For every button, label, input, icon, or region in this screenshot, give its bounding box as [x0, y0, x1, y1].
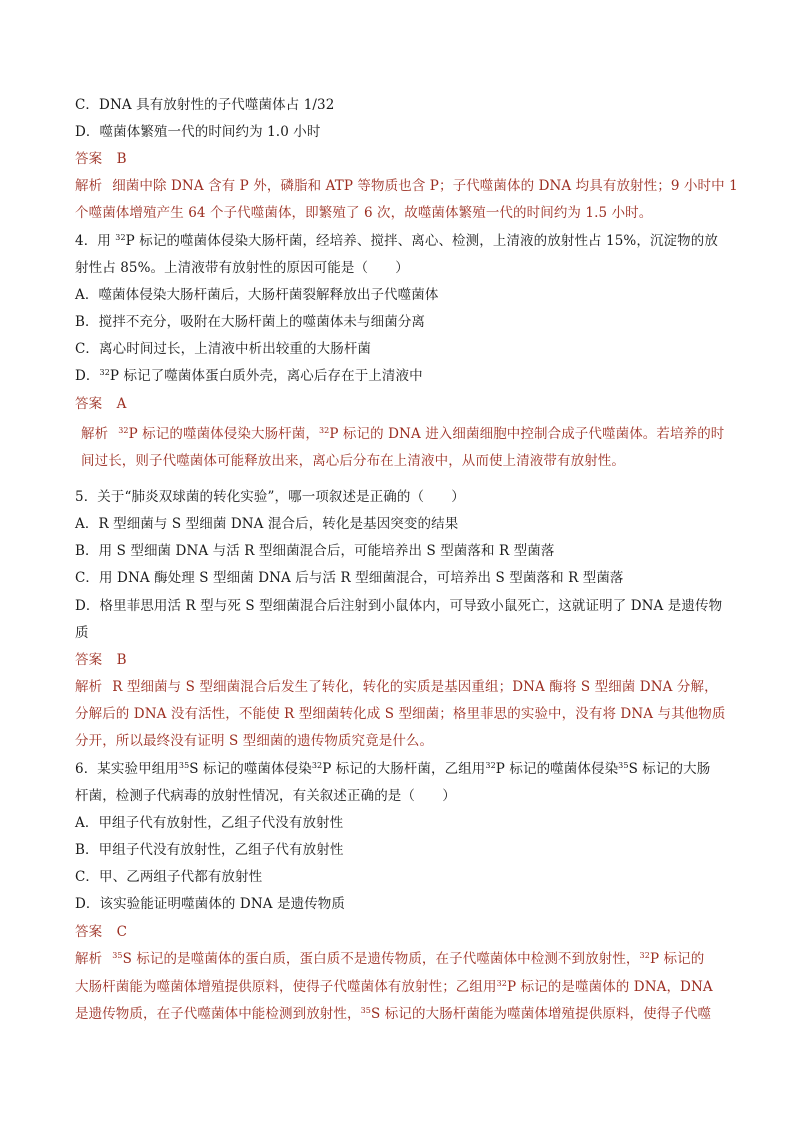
analysis-text: 细菌中除 DNA 含有 P 外，磷脂和 ATP 等物质也含 P；子代噬菌体的 DNA 均具有放射性；9 小时中 1: [112, 178, 738, 194]
q5-analysis-line-3: 分开，所以最终没有证明 S 型细菌的遗传物质究竟是什么。: [75, 733, 434, 749]
q5-analysis-line-1: [75, 677, 735, 697]
q6-option-a: A．甲组子代有放射性，乙组子代没有放射性: [75, 815, 344, 831]
option-letter: D．: [75, 368, 100, 384]
answer-value: C: [116, 924, 128, 940]
q3-analysis-line-1: [75, 176, 738, 196]
q6-stem-line-2: 杆菌，检测子代病毒的放射性情况，有关叙述正确的是（ ）: [75, 788, 456, 804]
q6-stem-line-1: [75, 759, 735, 779]
q5-stem: 5．关于“肺炎双球菌的转化实验”，哪一项叙述是正确的（ ）: [75, 489, 465, 505]
q4-option-d: [75, 366, 735, 386]
answer-label: 答案: [75, 924, 103, 940]
stem-text: P 标记的噬菌体侵染大肠杆菌，经培养、搅拌、离心、检测，上清液的放射性占 15%，沉淀物的放: [125, 233, 718, 249]
isotope-superscript: 32: [118, 426, 129, 435]
answer-value: B: [116, 151, 127, 167]
isotope-superscript: 35: [112, 951, 123, 960]
answer-label: 答案: [75, 151, 103, 167]
q5-option-a: A．R 型细菌与 S 型细菌 DNA 混合后，转化是基因突变的结果: [75, 516, 459, 532]
q6-analysis-line-1: [75, 949, 735, 969]
option-text: P 标记了噬菌体蛋白质外壳，离心后存在于上清液中: [109, 368, 423, 384]
question-number: 4．用: [75, 233, 116, 249]
stem-text: 6．某实验甲组用: [75, 761, 179, 777]
analysis-text: S 标记的是噬菌体的蛋白质，蛋白质不是遗传物质，在子代噬菌体中检测不到放射性，: [122, 951, 640, 967]
analysis-text: R 型细菌与 S 型细菌混合后发生了转化，转化的实质是基因重组；DNA 酶将 S 型细菌 DNA 分解，: [112, 679, 718, 695]
answer-value: A: [116, 396, 127, 412]
q5-answer: [75, 650, 735, 670]
q3-option-d: D．噬菌体繁殖一代的时间约为 1.0 小时: [75, 124, 321, 140]
answer-label: 答案: [75, 652, 103, 668]
isotope-superscript: 35: [178, 761, 190, 770]
answer-label: 答案: [75, 396, 103, 412]
analysis-text: 大肠杆菌能为噬菌体增殖提供原料，使得子代噬菌体有放射性；乙组用: [75, 979, 497, 995]
stem-text: S 标记的噬菌体侵染: [189, 761, 312, 777]
isotope-superscript: 32: [485, 761, 496, 770]
q6-analysis-line-2: [75, 977, 735, 997]
isotope-superscript: 32: [496, 979, 507, 988]
q4-stem-line-2: 射性占 85%。上清液带有放射性的原因可能是（ ）: [75, 260, 409, 276]
q4-analysis-line-1: [81, 424, 741, 444]
analysis-text: S 标记的大肠杆菌能为噬菌体增殖提供原料，使得子代噬: [371, 1006, 712, 1022]
q5-option-d-line-1: D．格里菲思用活 R 型与死 S 型细菌混合后注射到小鼠体内，可导致小鼠死亡，这就证明了 DNA 是遗传物: [75, 598, 723, 614]
analysis-label: 解析: [75, 679, 103, 695]
q4-stem-line-1: [75, 231, 735, 251]
q6-answer: [75, 922, 735, 942]
q6-option-d: D．该实验能证明噬菌体的 DNA 是遗传物质: [75, 896, 345, 912]
analysis-label: 解析: [81, 426, 109, 442]
stem-text: S 标记的大肠: [628, 761, 711, 777]
isotope-superscript: 32: [115, 233, 126, 242]
q3-answer: [75, 149, 735, 169]
analysis-text: P 标记的是噬菌体的 DNA，DNA: [507, 979, 713, 995]
answer-value: B: [116, 652, 127, 668]
analysis-label: 解析: [75, 178, 103, 194]
q4-option-b: B．搅拌不充分，吸附在大肠杆菌上的噬菌体未与细菌分离: [75, 314, 426, 330]
analysis-text: P 标记的 DNA 进入细菌细胞中控制合成子代噬菌体。若培养的时: [329, 426, 725, 442]
q6-analysis-line-3: [75, 1004, 735, 1024]
q4-option-a: A．噬菌体侵染大肠杆菌后，大肠杆菌裂解释放出子代噬菌体: [75, 287, 439, 303]
q6-option-c: C．甲、乙两组子代都有放射性: [75, 869, 263, 885]
q5-option-c: C．用 DNA 酶处理 S 型细菌 DNA 后与活 R 型细菌混合，可培养出 S 型菌落和 R 型菌落: [75, 570, 624, 586]
isotope-superscript: 32: [99, 368, 110, 377]
analysis-label: 解析: [75, 951, 103, 967]
q5-option-d-line-2: 质: [75, 625, 89, 641]
q5-option-b: B．用 S 型细菌 DNA 与活 R 型细菌混合后，可能培养出 S 型菌落和 R 型菌落: [75, 543, 555, 559]
isotope-superscript: 32: [318, 426, 330, 435]
q5-analysis-line-2: 分解后的 DNA 没有活性，不能使 R 型细菌转化成 S 型细菌；格里菲思的实验中，没有将 DNA 与其他物质: [75, 706, 726, 722]
q6-option-b: B．甲组子代没有放射性，乙组子代有放射性: [75, 842, 344, 858]
q3-option-c: C．DNA 具有放射性的子代噬菌体占 1/32: [75, 97, 335, 113]
analysis-text: P 标记的: [649, 951, 705, 967]
isotope-superscript: 35: [618, 761, 629, 770]
isotope-superscript: 32: [639, 951, 650, 960]
stem-text: P 标记的大肠杆菌，乙组用: [322, 761, 486, 777]
analysis-text: P 标记的噬菌体侵染大肠杆菌，: [128, 426, 319, 442]
q3-analysis-line-2: 个噬菌体增殖产生 64 个子代噬菌体，即繁殖了 6 次，故噬菌体繁殖一代的时间约为 1.5 小时。: [75, 205, 653, 221]
q4-analysis-line-2: 间过长，则子代噬菌体可能释放出来，离心后分布在上清液中，从而使上清液带有放射性。: [81, 453, 625, 469]
analysis-text: 是遗传物质，在子代噬菌体中能检测到放射性，: [75, 1006, 361, 1022]
stem-text: P 标记的噬菌体侵染: [495, 761, 619, 777]
isotope-superscript: 32: [311, 761, 323, 770]
q4-answer: [75, 394, 735, 414]
q4-option-c: C．离心时间过长，上清液中析出较重的大肠杆菌: [75, 341, 372, 357]
isotope-superscript: 35: [360, 1006, 371, 1015]
